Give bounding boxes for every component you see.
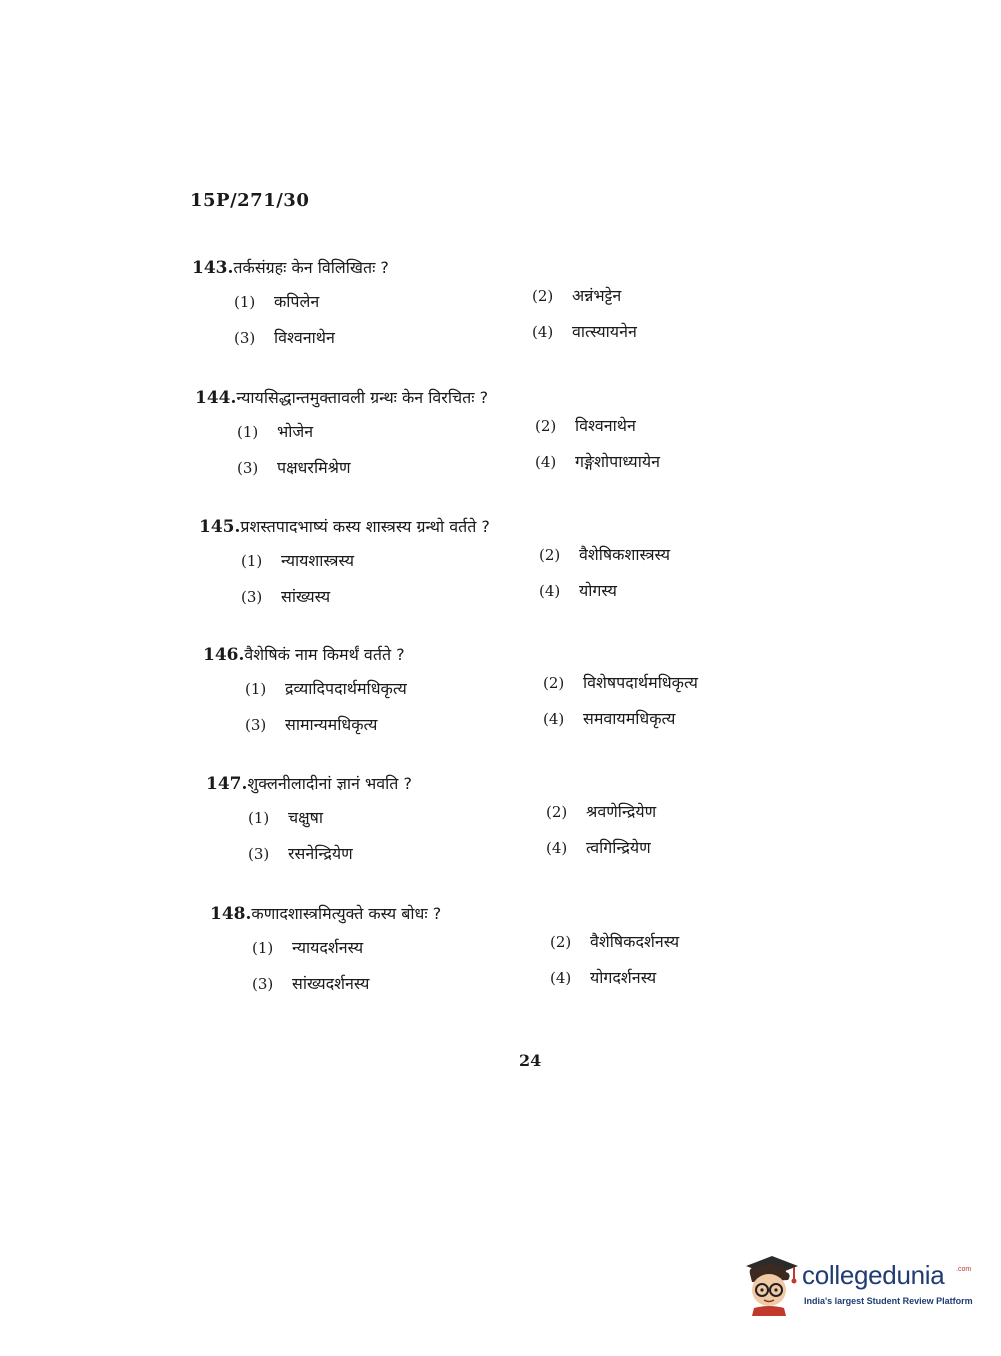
option-3 bbox=[252, 972, 369, 994]
question-text: न्यायसिद्धान्तमुक्तावली ग्रन्थः केन विरचितः ? bbox=[236, 388, 489, 407]
option-3 bbox=[248, 842, 353, 864]
option-4 bbox=[535, 450, 660, 472]
option-2 bbox=[546, 800, 656, 822]
option-number: (1) bbox=[237, 423, 259, 441]
options-list bbox=[206, 802, 766, 880]
option-number: (2) bbox=[543, 674, 565, 692]
question-stem bbox=[206, 772, 766, 794]
option-number: (4) bbox=[550, 969, 572, 987]
question-148 bbox=[210, 902, 770, 1010]
page-number: 24 bbox=[519, 1051, 542, 1070]
option-text: योगस्य bbox=[579, 581, 617, 600]
option-3 bbox=[241, 585, 330, 607]
question-number: 145. bbox=[199, 517, 241, 537]
brand-tagline: India's largest Student Review Platform bbox=[804, 1296, 973, 1306]
option-text: न्यायदर्शनस्य bbox=[292, 938, 364, 957]
student-mascot-icon bbox=[742, 1252, 800, 1316]
option-number: (1) bbox=[252, 939, 274, 957]
option-text: वैशेषिकशास्त्रस्य bbox=[579, 545, 671, 564]
option-text: समवायमधिकृत्य bbox=[583, 709, 676, 728]
option-text: विश्वनाथेन bbox=[575, 416, 636, 435]
options-list bbox=[195, 416, 755, 494]
question-number: 148. bbox=[210, 904, 252, 924]
question-stem bbox=[192, 256, 752, 278]
option-text: वात्स्यायनेन bbox=[572, 322, 637, 341]
option-number: (3) bbox=[245, 716, 267, 734]
option-4 bbox=[550, 966, 656, 988]
option-text: सांख्यस्य bbox=[281, 587, 331, 606]
option-4 bbox=[543, 707, 675, 729]
options-list bbox=[210, 932, 770, 1010]
question-text: प्रशस्तपादभाष्यं कस्य शास्त्रस्य ग्रन्थो वर्तते ? bbox=[240, 517, 490, 536]
question-text: तर्कसंग्रहः केन विलिखितः ? bbox=[233, 258, 389, 277]
paper-code: 15P/271/30 bbox=[190, 190, 310, 211]
option-text: भोजेन bbox=[277, 422, 314, 441]
option-text: वैशेषिकदर्शनस्य bbox=[590, 932, 680, 951]
option-number: (3) bbox=[248, 845, 270, 863]
option-number: (3) bbox=[252, 975, 274, 993]
options-list bbox=[192, 286, 752, 364]
option-number: (1) bbox=[241, 552, 263, 570]
option-2 bbox=[543, 671, 698, 693]
question-146 bbox=[203, 643, 763, 751]
option-text: कपिलेन bbox=[274, 292, 320, 311]
question-number: 147. bbox=[206, 774, 248, 794]
option-text: विशेषपदार्थमधिकृत्य bbox=[583, 673, 698, 692]
question-text: शुक्लनीलादीनां ज्ञानं भवति ? bbox=[247, 774, 412, 793]
question-144 bbox=[195, 386, 755, 494]
options-list bbox=[203, 673, 763, 751]
brand-domain: .com bbox=[956, 1266, 972, 1273]
question-number: 146. bbox=[203, 645, 245, 665]
option-text: त्वगिन्द्रियेण bbox=[586, 838, 651, 857]
option-text: द्रव्यादिपदार्थमधिकृत्य bbox=[285, 679, 407, 698]
question-145 bbox=[199, 515, 759, 623]
option-number: (2) bbox=[546, 803, 568, 821]
option-3 bbox=[245, 713, 377, 735]
question-text: वैशेषिकं नाम किमर्थं वर्तते ? bbox=[244, 645, 405, 664]
option-number: (3) bbox=[237, 459, 259, 477]
option-number: (4) bbox=[535, 453, 557, 471]
question-147 bbox=[206, 772, 766, 880]
option-text: न्यायशास्त्रस्य bbox=[281, 551, 355, 570]
option-2 bbox=[539, 543, 670, 565]
option-3 bbox=[234, 326, 335, 348]
option-4 bbox=[546, 836, 651, 858]
option-number: (2) bbox=[535, 417, 557, 435]
option-4 bbox=[532, 320, 637, 342]
option-text: पक्षधरमिश्रेण bbox=[277, 458, 351, 477]
option-text: विश्वनाथेन bbox=[274, 328, 335, 347]
option-1 bbox=[248, 806, 323, 828]
option-4 bbox=[539, 579, 617, 601]
option-1 bbox=[234, 290, 319, 312]
question-number: 143. bbox=[192, 258, 234, 278]
option-number: (2) bbox=[532, 287, 554, 305]
option-2 bbox=[532, 284, 621, 306]
option-number: (4) bbox=[546, 839, 568, 857]
option-text: गङ्गेशोपाध्यायेन bbox=[575, 452, 660, 471]
question-stem bbox=[203, 643, 763, 665]
option-1 bbox=[241, 549, 354, 571]
question-stem bbox=[210, 902, 770, 924]
option-text: सांख्यदर्शनस्य bbox=[292, 974, 370, 993]
option-text: चक्षुषा bbox=[288, 808, 324, 827]
option-number: (4) bbox=[539, 582, 561, 600]
option-text: रसनेन्द्रियेण bbox=[288, 844, 353, 863]
option-number: (4) bbox=[543, 710, 565, 728]
option-number: (2) bbox=[539, 546, 561, 564]
option-number: (1) bbox=[248, 809, 270, 827]
question-stem bbox=[195, 386, 755, 408]
question-number: 144. bbox=[195, 388, 237, 408]
option-number: (1) bbox=[245, 680, 267, 698]
question-143 bbox=[192, 256, 752, 364]
collegedunia-watermark bbox=[742, 1252, 972, 1316]
option-text: अन्नंभट्टेन bbox=[572, 286, 622, 305]
option-2 bbox=[550, 930, 679, 952]
option-text: श्रवणेन्द्रियेण bbox=[586, 802, 657, 821]
option-1 bbox=[237, 420, 313, 442]
option-1 bbox=[252, 936, 363, 958]
option-number: (3) bbox=[234, 329, 256, 347]
option-text: योगदर्शनस्य bbox=[590, 968, 657, 987]
option-number: (3) bbox=[241, 588, 263, 606]
option-number: (1) bbox=[234, 293, 256, 311]
question-text: कणादशास्त्रमित्युक्ते कस्य बोधः ? bbox=[251, 904, 442, 923]
question-stem bbox=[199, 515, 759, 537]
option-number: (2) bbox=[550, 933, 572, 951]
options-list bbox=[199, 545, 759, 623]
option-1 bbox=[245, 677, 407, 699]
brand-name: collegedunia bbox=[802, 1260, 945, 1290]
option-number: (4) bbox=[532, 323, 554, 341]
option-text: सामान्यमधिकृत्य bbox=[285, 715, 378, 734]
option-2 bbox=[535, 414, 636, 436]
option-3 bbox=[237, 456, 351, 478]
